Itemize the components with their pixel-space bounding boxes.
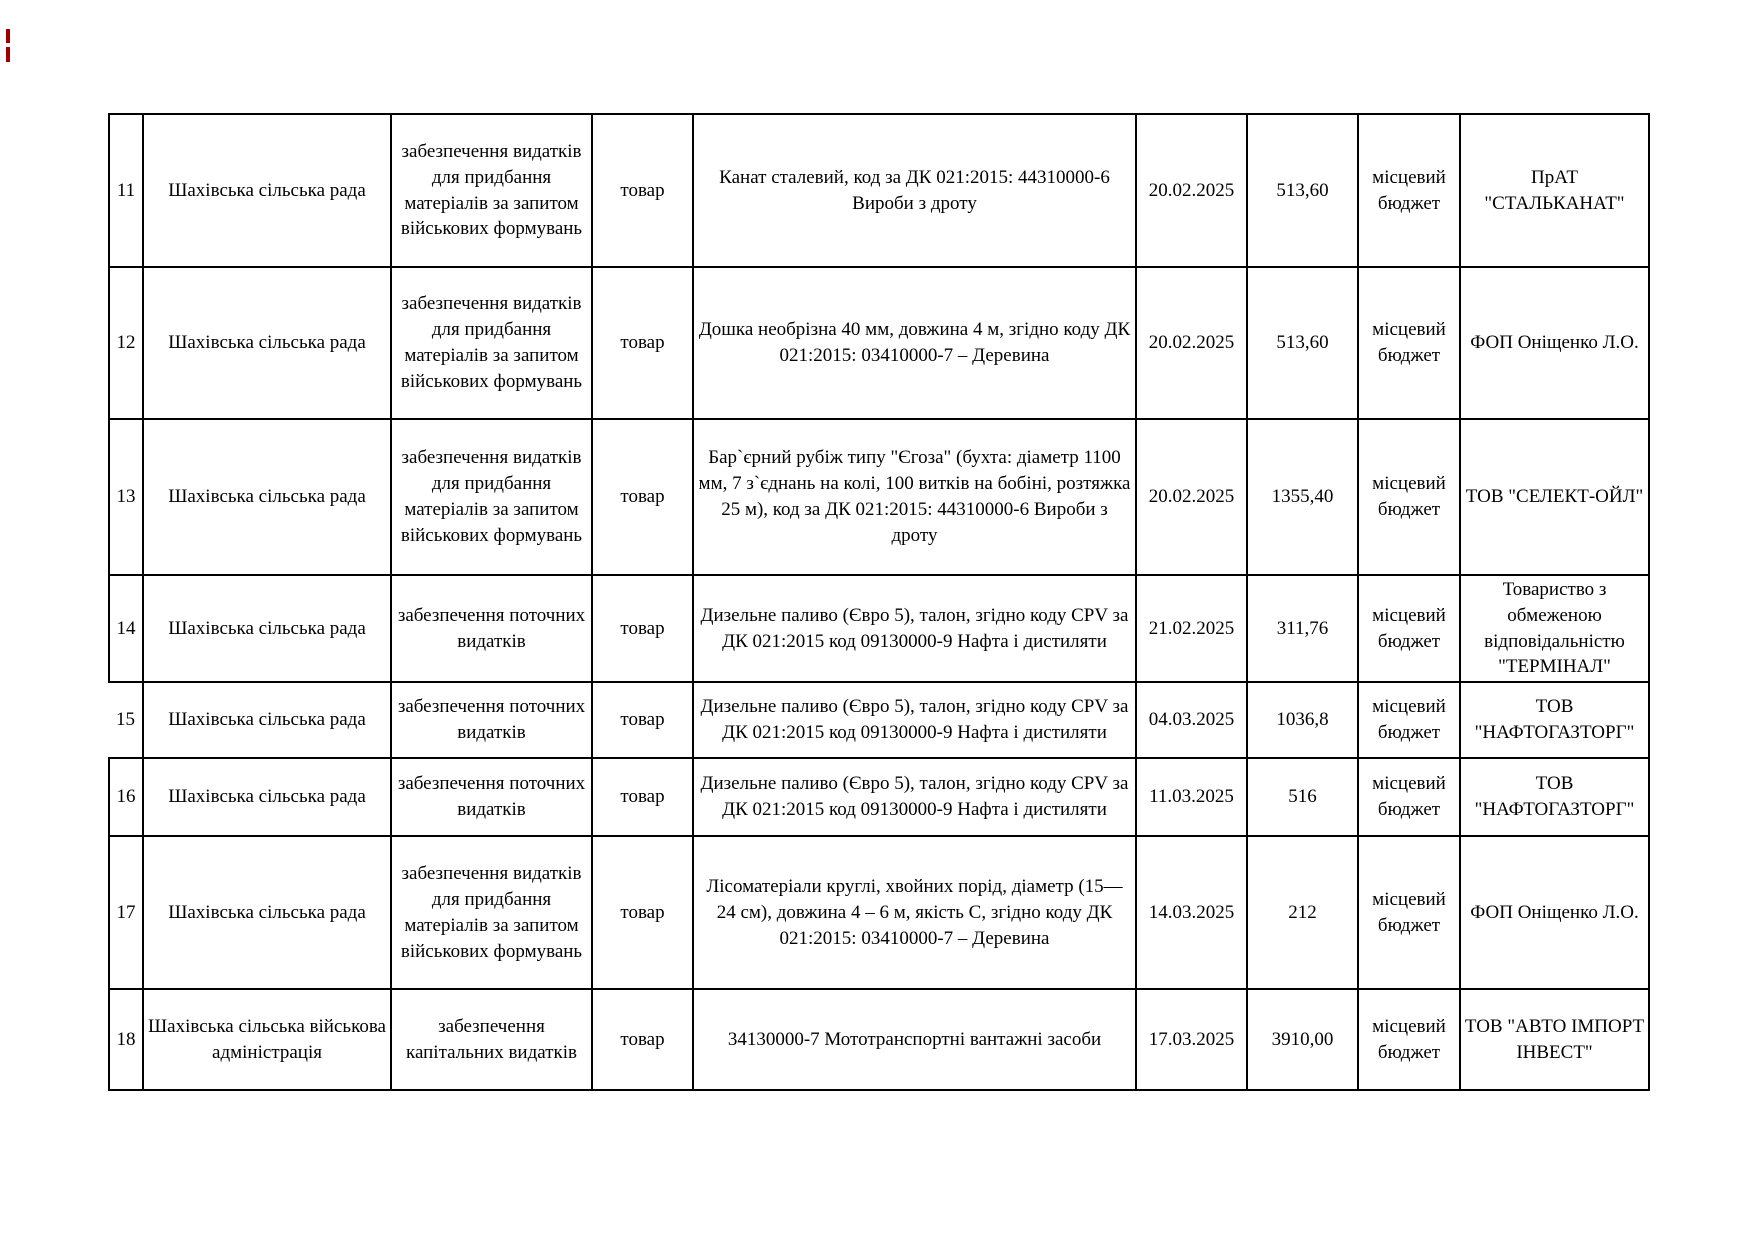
date-cell: 14.03.2025 [1136, 836, 1247, 989]
supplier-cell: ТОВ "АВТО ІМПОРТ ІНВЕСТ" [1460, 989, 1649, 1090]
row-number-cell: 14 [109, 575, 143, 682]
date-cell: 20.02.2025 [1136, 419, 1247, 575]
budget-cell: місцевий бюджет [1358, 419, 1460, 575]
row-number-cell: 16 [109, 758, 143, 836]
item-description-cell: Бар`єрний рубіж типу "Єгоза" (бухта: діаметр 1100 мм, 7 з`єднань на колі, 100 витків на бобіні, розтяжка 25 м), код за ДК 021:2015: 44310000-6 Вироби з дроту [693, 419, 1136, 575]
purpose-cell: забезпечення поточних видатків [391, 758, 592, 836]
purpose-cell: забезпечення поточних видатків [391, 575, 592, 682]
customer-cell: Шахівська сільська рада [143, 114, 391, 267]
subject-type-cell: товар [592, 575, 693, 682]
row-number-cell: 15 [109, 682, 143, 758]
supplier-cell: ФОП Оніщенко Л.О. [1460, 836, 1649, 989]
table-row [109, 682, 1649, 758]
purpose-cell: забезпечення поточних видатків [391, 682, 592, 758]
item-description-cell: 34130000-7 Мототранспортні вантажні засоби [693, 989, 1136, 1090]
budget-cell: місцевий бюджет [1358, 267, 1460, 419]
procurement-table [108, 113, 1650, 1091]
customer-cell: Шахівська сільська рада [143, 836, 391, 989]
subject-type-cell: товар [592, 989, 693, 1090]
date-cell: 04.03.2025 [1136, 682, 1247, 758]
customer-cell: Шахівська сільська військова адміністрація [143, 989, 391, 1090]
customer-cell: Шахівська сільська рада [143, 575, 391, 682]
customer-cell: Шахівська сільська рада [143, 419, 391, 575]
supplier-cell: ФОП Оніщенко Л.О. [1460, 267, 1649, 419]
row-number-cell: 17 [109, 836, 143, 989]
table-row [109, 419, 1649, 575]
purpose-cell: забезпечення видатків для придбання матеріалів за запитом військових формувань [391, 419, 592, 575]
budget-cell: місцевий бюджет [1358, 114, 1460, 267]
date-cell: 20.02.2025 [1136, 267, 1247, 419]
row-number-cell: 11 [109, 114, 143, 267]
row-number-cell: 12 [109, 267, 143, 419]
date-cell: 20.02.2025 [1136, 114, 1247, 267]
table-row [109, 836, 1649, 989]
table-row [109, 114, 1649, 267]
procurement-table-body [109, 114, 1649, 1090]
purpose-cell: забезпечення капітальних видатків [391, 989, 592, 1090]
customer-cell: Шахівська сільська рада [143, 758, 391, 836]
supplier-cell: ТОВ "НАФТОГАЗТОРГ" [1460, 758, 1649, 836]
subject-type-cell: товар [592, 836, 693, 989]
supplier-cell: ТОВ "СЕЛЕКТ-ОЙЛ" [1460, 419, 1649, 575]
table-row [109, 758, 1649, 836]
subject-type-cell: товар [592, 682, 693, 758]
subject-type-cell: товар [592, 419, 693, 575]
row-number-cell: 18 [109, 989, 143, 1090]
supplier-cell: Товариство з обмеженою відповідальністю "ТЕРМІНАЛ" [1460, 575, 1649, 682]
item-description-cell: Лісоматеріали круглі, хвойних порід, діаметр (15—24 см), довжина 4 – 6 м, якість С, згідно коду ДК 021:2015: 03410000-7 – Деревина [693, 836, 1136, 989]
date-cell: 11.03.2025 [1136, 758, 1247, 836]
purpose-cell: забезпечення видатків для придбання матеріалів за запитом військових формувань [391, 267, 592, 419]
amount-cell: 513,60 [1247, 267, 1358, 419]
item-description-cell: Дизельне паливо (Євро 5), талон, згідно коду CPV за ДК 021:2015 код 09130000-9 Нафта і дистиляти [693, 575, 1136, 682]
item-description-cell: Канат сталевий, код за ДК 021:2015: 44310000-6 Вироби з дроту [693, 114, 1136, 267]
supplier-cell: ПрАТ "СТАЛЬКАНАТ" [1460, 114, 1649, 267]
amount-cell: 1355,40 [1247, 419, 1358, 575]
table-row [109, 267, 1649, 419]
budget-cell: місцевий бюджет [1358, 836, 1460, 989]
purpose-cell: забезпечення видатків для придбання матеріалів за запитом військових формувань [391, 114, 592, 267]
amount-cell: 513,60 [1247, 114, 1358, 267]
table-row [109, 575, 1649, 682]
amount-cell: 3910,00 [1247, 989, 1358, 1090]
amount-cell: 516 [1247, 758, 1358, 836]
supplier-cell: ТОВ "НАФТОГАЗТОРГ" [1460, 682, 1649, 758]
item-description-cell: Дизельне паливо (Євро 5), талон, згідно коду CPV за ДК 021:2015 код 09130000-9 Нафта і дистиляти [693, 682, 1136, 758]
revision-mark [6, 29, 10, 43]
item-description-cell: Дошка необрізна 40 мм, довжина 4 м, згідно коду ДК 021:2015: 03410000-7 – Деревина [693, 267, 1136, 419]
amount-cell: 311,76 [1247, 575, 1358, 682]
amount-cell: 212 [1247, 836, 1358, 989]
budget-cell: місцевий бюджет [1358, 989, 1460, 1090]
item-description-cell: Дизельне паливо (Євро 5), талон, згідно коду CPV за ДК 021:2015 код 09130000-9 Нафта і дистиляти [693, 758, 1136, 836]
customer-cell: Шахівська сільська рада [143, 682, 391, 758]
subject-type-cell: товар [592, 114, 693, 267]
budget-cell: місцевий бюджет [1358, 682, 1460, 758]
row-number-cell: 13 [109, 419, 143, 575]
purpose-cell: забезпечення видатків для придбання матеріалів за запитом військових формувань [391, 836, 592, 989]
budget-cell: місцевий бюджет [1358, 575, 1460, 682]
date-cell: 21.02.2025 [1136, 575, 1247, 682]
subject-type-cell: товар [592, 758, 693, 836]
revision-mark [6, 47, 10, 62]
subject-type-cell: товар [592, 267, 693, 419]
budget-cell: місцевий бюджет [1358, 758, 1460, 836]
amount-cell: 1036,8 [1247, 682, 1358, 758]
procurement-table-grid [108, 113, 1650, 1091]
customer-cell: Шахівська сільська рада [143, 267, 391, 419]
date-cell: 17.03.2025 [1136, 989, 1247, 1090]
table-row [109, 989, 1649, 1090]
